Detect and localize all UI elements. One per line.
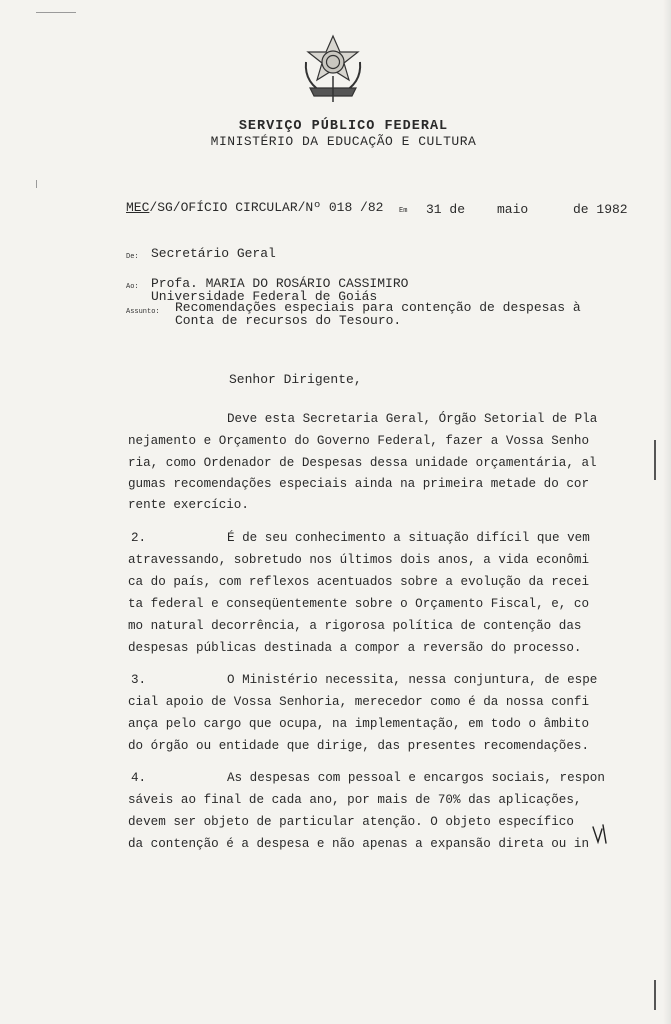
from-value: Secretário Geral (151, 246, 276, 261)
date-day: 31 de (426, 202, 466, 217)
subject-label: Assunto: (126, 308, 160, 316)
paragraph-number: 4. (131, 771, 147, 785)
to-line-1: Profa. MARIA DO ROSÁRIO CASSIMIRO (151, 276, 409, 291)
paragraph-1-line: ria, como Ordenador de Despesas dessa unidade orçamentária, al (128, 456, 597, 470)
paragraph-1-line: Deve esta Secretaria Geral, Órgão Setorial de Pla (227, 412, 598, 426)
subject-line-2: Conta de recursos do Tesouro. (175, 313, 402, 328)
to-line-2: Universidade Federal de Goiás (151, 289, 378, 304)
paragraph-3-line: do órgão ou entidade que dirige, das presentes recomendações. (128, 739, 590, 753)
scan-mark (36, 180, 37, 188)
paragraph-2-line: ca do país, com reflexos acentuados sobre a evolução da recei (128, 575, 590, 589)
to-label: Ao: (126, 283, 139, 291)
scan-mark (654, 440, 656, 480)
paragraph-2-line: despesas públicas destinada a compor a reversão do processo. (128, 641, 582, 655)
paragraph-3-line: cial apoio de Vossa Senhoria, merecedor como é da nossa confi (128, 695, 590, 709)
scan-mark (654, 980, 656, 1010)
paragraph-1-line: nejamento e Orçamento do Governo Federal, fazer a Vossa Senho (128, 434, 590, 448)
paragraph-3-line: ança pelo cargo que ocupa, na implementação, em todo o âmbito (128, 717, 590, 731)
paragraph-number: 2. (131, 531, 147, 545)
paper-edge-shadow (663, 0, 671, 1024)
paragraph-4-line: da contenção é a despesa e não apenas a expansão direta ou in (128, 837, 590, 851)
handwritten-initials (590, 823, 610, 845)
paragraph-1-line: rente exercício. (128, 498, 249, 512)
reference-number (126, 200, 383, 215)
paragraph-2-line: mo natural decorrência, a rigorosa política de contenção das (128, 619, 582, 633)
subject-line-1: Recomendações especiais para contenção de despesas à (175, 300, 581, 315)
reference-rest: /SG/OFÍCIO CIRCULAR/Nº 018 /82 (149, 200, 384, 215)
paragraph-number: 3. (131, 673, 147, 687)
from-label: De: (126, 253, 139, 261)
salutation: Senhor Dirigente, (229, 372, 362, 387)
paragraph-4-line: sáveis ao final de cada ano, por mais de 70% das aplicações, (128, 793, 582, 807)
reference-prefix: MEC (126, 200, 150, 215)
paragraph-2-line: ta federal e conseqüentemente sobre o Orçamento Fiscal, e, co (128, 597, 590, 611)
paragraph-4-line: As despesas com pessoal e encargos sociais, respon (227, 771, 605, 785)
date-em-label: Em (399, 207, 408, 215)
date-year: de 1982 (573, 202, 628, 217)
ministry-title: MINISTÉRIO DA EDUCAÇÃO E CULTURA (210, 134, 477, 149)
date-month: maio (497, 202, 529, 217)
paragraph-1-line: gumas recomendações especiais ainda na primeira metade do cor (128, 477, 590, 491)
paragraph-2-line: atravessando, sobretudo nos últimos dois anos, a vida econômi (128, 553, 590, 567)
paragraph-2-line: É de seu conhecimento a situação difícil que vem (227, 531, 590, 545)
scan-mark (36, 12, 76, 13)
paragraph-4-line: devem ser objeto de particular atenção. O objeto específico (128, 815, 574, 829)
brazil-coat-of-arms-icon (296, 32, 370, 106)
paragraph-3-line: O Ministério necessita, nessa conjuntura, de espe (227, 673, 598, 687)
service-title: SERVIÇO PÚBLICO FEDERAL (238, 119, 449, 134)
